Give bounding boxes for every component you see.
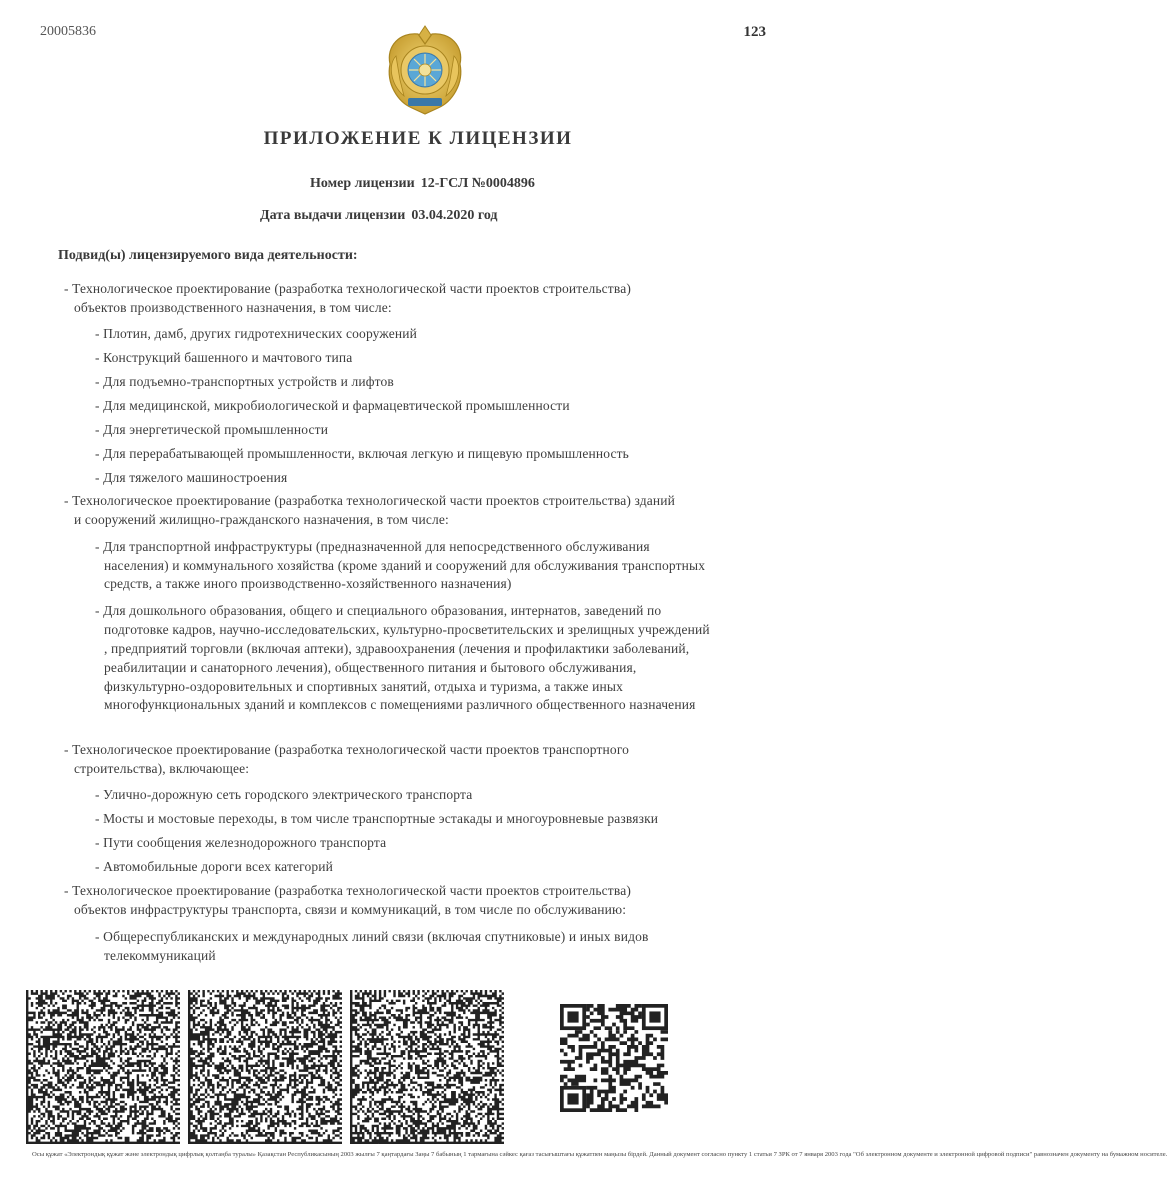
- list-item: - Для медицинской, микробиологической и фармацевтической промышленности: [95, 398, 570, 413]
- list-item: - Автомобильные дороги всех категорий: [95, 859, 334, 874]
- legal-footer: Осы құжат «Электрондық құжат және электрондық цифрлық қолтаңба туралы» Қазақстан Республикасының 2003 жылғы 7 қаңтардағы Заңы 7 бабының 1 тармағына сәйкес қағаз тасығыштағы құжатпен маңызы бірдей. Данный документ согласно пункту 1 статьи 7 ЗРК от 7 января 2003 года "Об электронном документе и электронной цифровой подписи" равнозначен документу на бумажном носителе.: [32, 1151, 1167, 1158]
- list-item: - Улично-дорожную сеть городского электрического транспорта: [95, 787, 473, 802]
- document-number: 20005836: [40, 24, 96, 39]
- license-number-label: Номер лицензии: [310, 176, 415, 191]
- list-item: - Конструкций башенного и мачтового типа: [95, 350, 353, 365]
- list-item: реабилитации и санаторного лечения), общественного питания и бытового обслуживания,: [104, 660, 637, 675]
- list-item: многофункциональных зданий и комплексов с помещениями различного общественного назначения: [104, 697, 696, 712]
- list-item: - Пути сообщения железнодорожного транспорта: [95, 835, 387, 850]
- page-title: ПРИЛОЖЕНИЕ К ЛИЦЕНЗИИ: [263, 128, 573, 149]
- list-item: телекоммуникаций: [104, 948, 216, 963]
- license-date-row: [260, 208, 498, 224]
- state-emblem-icon: [382, 24, 468, 116]
- list-item: и сооружений жилищно-гражданского назначения, в том числе:: [74, 512, 449, 527]
- list-item: - Для тяжелого машиностроения: [95, 470, 288, 485]
- license-date-label: Дата выдачи лицензии: [260, 208, 406, 223]
- license-number-row: [310, 176, 535, 192]
- license-number-value: 12-ГСЛ №0004896: [420, 176, 535, 191]
- list-item: , предприятий торговли (включая аптеки), здравоохранения (лечения и профилактики заболеваний,: [104, 641, 690, 656]
- list-item: - Для энергетической промышленности: [95, 422, 329, 437]
- list-item: подготовке кадров, научно-исследовательских, культурно-просветительских и зрелищных учреждений: [104, 622, 710, 637]
- list-item: - Плотин, дамб, других гидротехнических сооружений: [95, 326, 417, 341]
- list-item: физкультурно-оздоровительных и спортивных занятий, отдыха и туризма, а также иных: [104, 679, 624, 694]
- list-item: населения) и коммунального хозяйства (кроме зданий и сооружений для обслуживания транспортных: [104, 558, 706, 573]
- list-item: - Технологическое проектирование (разработка технологической части проектов строительства): [64, 281, 631, 296]
- list-item: - Для дошкольного образования, общего и специального образования, интернатов, заведений по: [95, 603, 662, 618]
- list-item: - Технологическое проектирование (разработка технологической части проектов строительства) зданий: [64, 493, 676, 508]
- list-item: - Для транспортной инфраструктуры (предназначенной для непосредственного обслуживания: [95, 539, 650, 554]
- verification-codes: [26, 990, 786, 1148]
- list-item: - Мосты и мостовые переходы, в том числе транспортные эстакады и многоуровневые развязки: [95, 811, 659, 826]
- list-item: строительства), включающее:: [74, 761, 250, 776]
- datamatrix-code-icon: [350, 990, 504, 1144]
- datamatrix-code-icon: [26, 990, 180, 1144]
- list-item: - Общереспубликанских и международных линий связи (включая спутниковые) и иных видов: [95, 929, 649, 944]
- activity-subtypes-heading: Подвид(ы) лицензируемого вида деятельности:: [58, 248, 358, 263]
- list-item: объектов производственного назначения, в том числе:: [74, 300, 392, 315]
- qr-code-icon: [560, 1004, 668, 1112]
- list-item: - Для подъемно-транспортных устройств и лифтов: [95, 374, 394, 389]
- list-item: объектов инфраструктуры транспорта, связи и коммуникаций, в том числе по обслуживанию:: [74, 902, 627, 917]
- page-number: 123: [743, 24, 766, 40]
- list-item: - Технологическое проектирование (разработка технологической части проектов строительства): [64, 883, 631, 898]
- list-item: - Для перерабатывающей промышленности, включая легкую и пищевую промышленность: [95, 446, 629, 461]
- datamatrix-code-icon: [188, 990, 342, 1144]
- list-item: - Технологическое проектирование (разработка технологической части проектов транспортного: [64, 742, 630, 757]
- list-item: средств, а также иного производственно-хозяйственного назначения): [104, 576, 512, 591]
- license-date-value: 03.04.2020 год: [411, 208, 498, 223]
